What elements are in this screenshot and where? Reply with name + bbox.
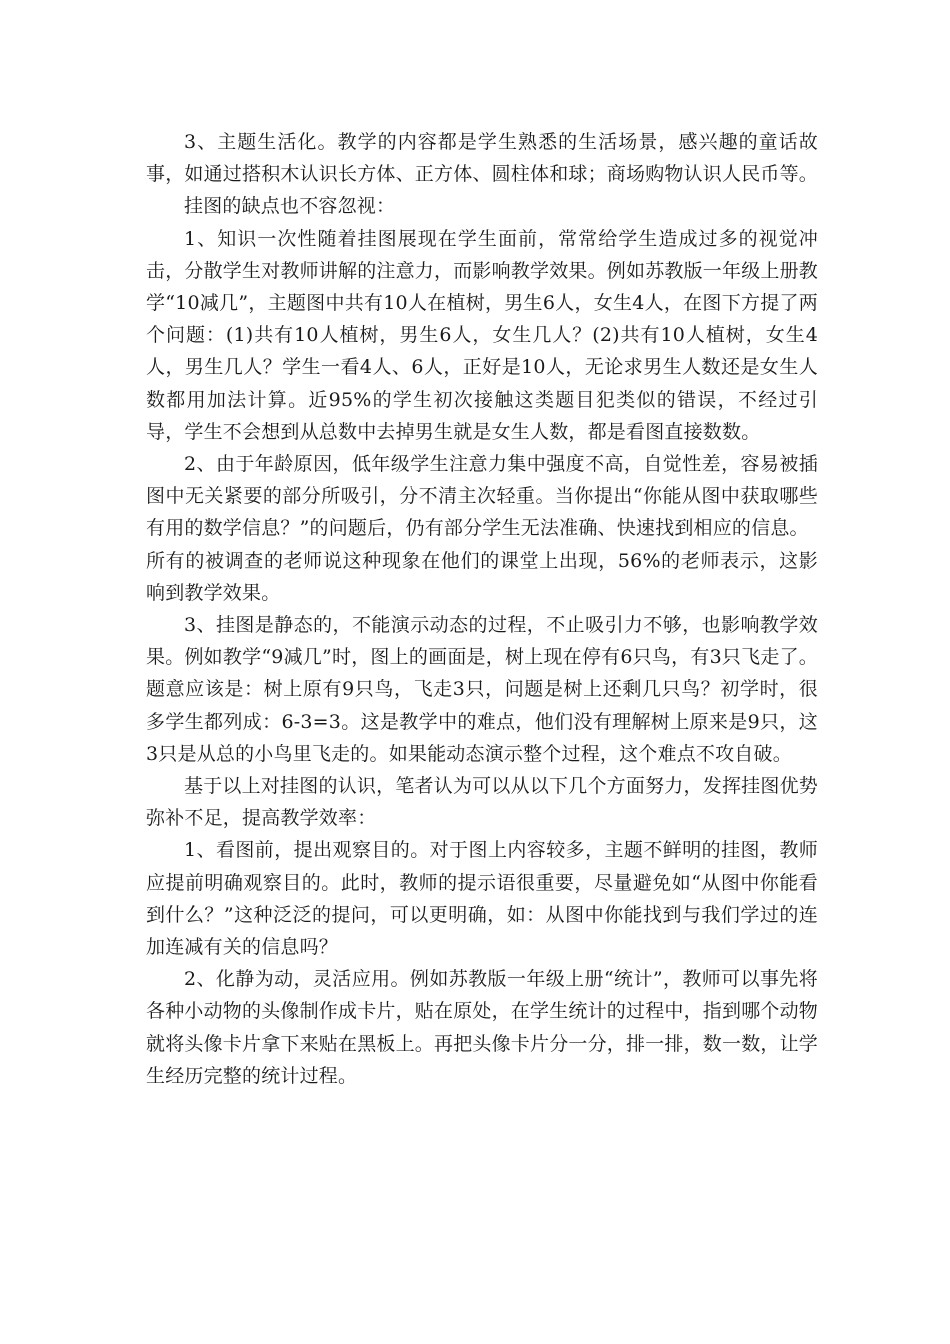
paragraph-drawback-1: 1、知识一次性随着挂图展现在学生面前，常常给学生造成过多的视觉冲击，分散学生对教师讲解的注意力，而影响教学效果。例如苏教版一年级上册教学“10减几”，主题图中共有10人在植树，男生6人，女生4人，在图下方提了两个问题：(1)共有10人植树，男生6人，女生几人？(2)共有10人植树，女生4人，男生几人？学生一看4人、6人，正好是10人，无论求男生人数还是女生人数都用加法计算。近95%的学生初次接触这类题目犯类似的错误，不经过引导，学生不会想到从总数中去掉男生就是女生人数，都是看图直接数数。 bbox=[146, 227, 819, 443]
document-body bbox=[146, 126, 818, 1092]
paragraph-drawback-3: 3、挂图是静态的，不能演示动态的过程，不止吸引力不够，也影响教学效果。例如教学“9减几”时，图上的画面是，树上现在停有6只鸟，有3只飞走了。题意应该是：树上原有9只鸟，飞走3只，问题是树上还剩几只鸟？初学时，很多学生都列成：6-3=3。这是教学中的难点，他们没有理解树上原来是9只，这3只是从总的小鸟里飞走的。如果能动态演示整个过程，这个难点不攻自破。 bbox=[146, 614, 818, 765]
paragraph-survey-result: 所有的被调查的老师说这种现象在他们的课堂上出现，56%的老师表示，这影响到教学效果。 bbox=[146, 549, 818, 604]
paragraph-drawbacks-intro: 挂图的缺点也不容忽视： bbox=[184, 195, 396, 218]
paragraph-theme-life: 3、主题生活化。教学的内容都是学生熟悉的生活场景，感兴趣的童话故事，如通过搭积木认识长方体、正方体、圆柱体和球；商场购物认识人民币等。 bbox=[146, 131, 819, 186]
paragraph-improvement-intro: 基于以上对挂图的认识，笔者认为可以从以下几个方面努力，发挥挂图优势弥补不足，提高教学效率： bbox=[146, 775, 818, 830]
paragraph-improvement-1: 1、看图前，提出观察目的。对于图上内容较多，主题不鲜明的挂图，教师应提前明确观察目的。此时，教师的提示语很重要，尽量避免如“从图中你能看到什么？”这种泛泛的提问，可以更明确，如：从图中你能找到与我们学过的连加连减有关的信息吗？ bbox=[146, 839, 818, 959]
paragraph-improvement-2: 2、化静为动，灵活应用。例如苏教版一年级上册“统计”，教师可以事先将各种小动物的头像制作成卡片，贴在原处，在学生统计的过程中，指到哪个动物就将头像卡片拿下来贴在黑板上。再把头像卡片分一分，排一排，数一数，让学生经历完整的统计过程。 bbox=[146, 968, 819, 1087]
paragraph-drawback-2: 2、由于年龄原因，低年级学生注意力集中强度不高，自觉性差，容易被插图中无关紧要的部分所吸引，分不清主次轻重。当你提出“你能从图中获取哪些有用的数学信息？”的问题后，仍有部分学生无法准确、快速找到相应的信息。 bbox=[146, 453, 818, 540]
